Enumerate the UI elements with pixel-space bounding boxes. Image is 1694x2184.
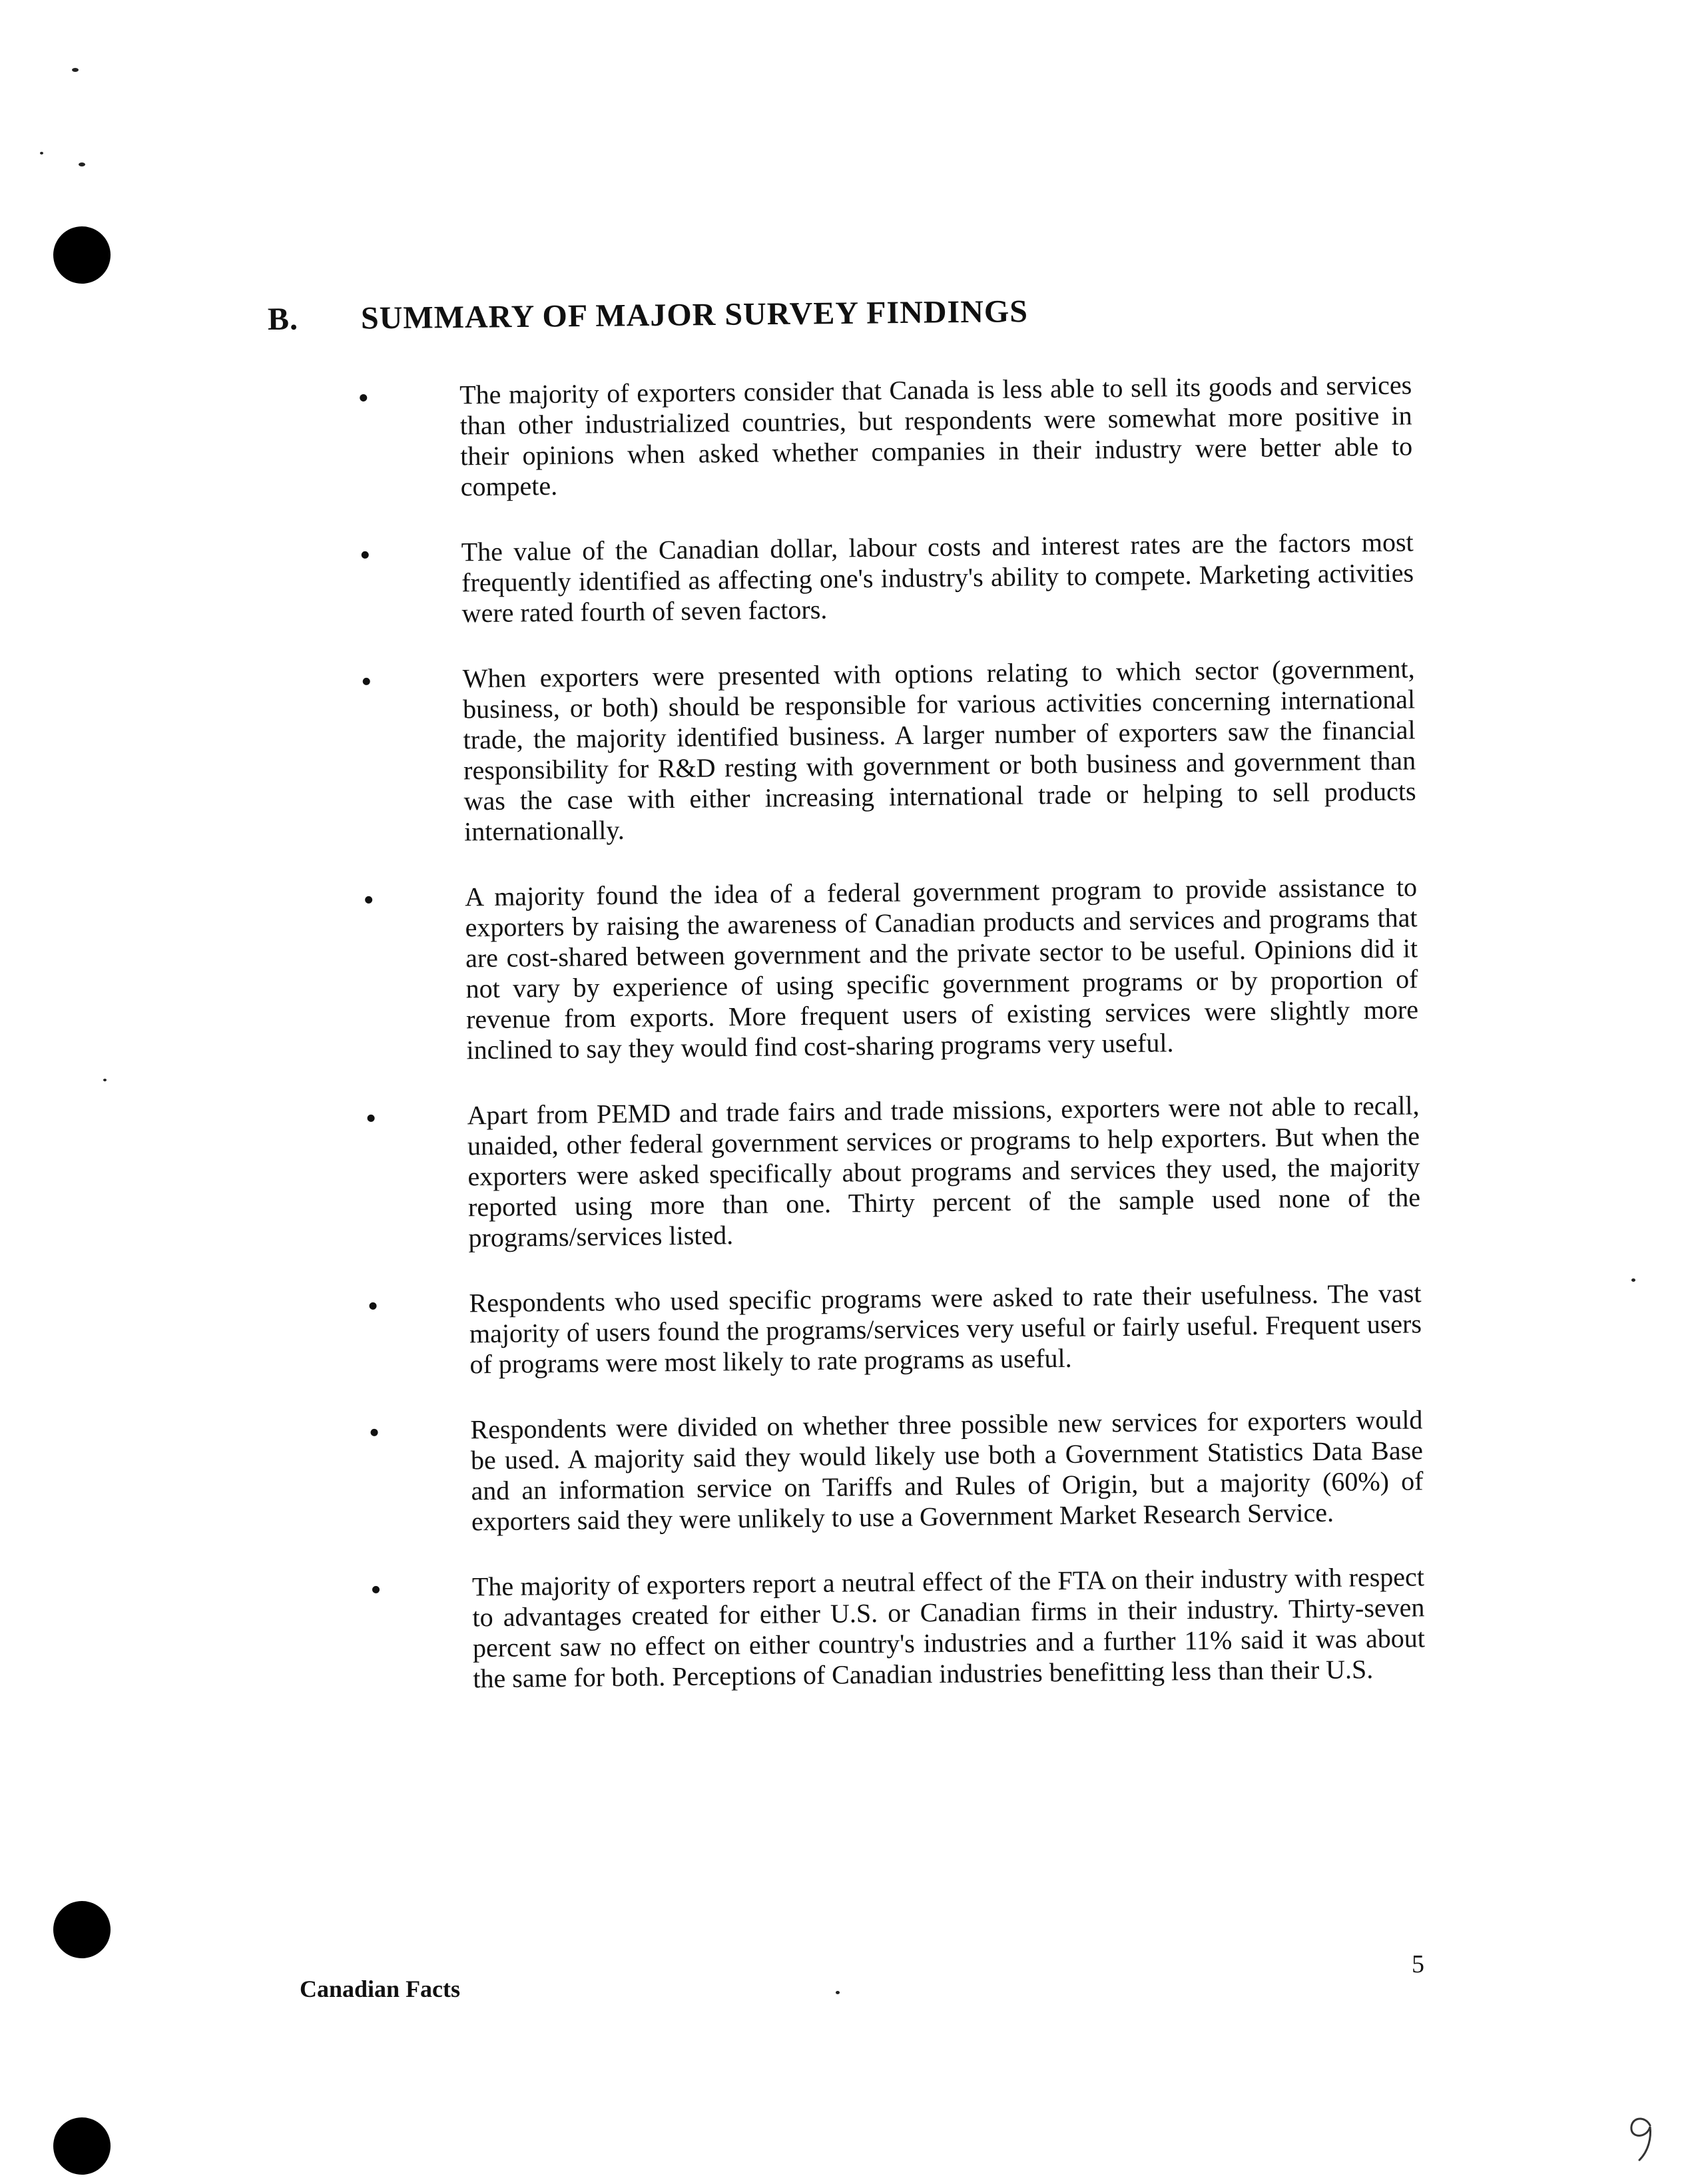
scan-speck [79, 162, 85, 166]
section-heading [268, 293, 1028, 338]
binder-hole-top [53, 226, 111, 284]
bullet-icon [372, 1586, 380, 1593]
bullet-icon [365, 896, 372, 904]
footer-label: Canadian Facts [300, 1976, 461, 2002]
scan-speck [40, 152, 43, 154]
finding-text: Respondents were divided on whether three possible new services for exporters would be used. A majority said they would likely use both a Government Statistics Data Base and an information service on Tariffs and Rules of Origin, but a majority (60%) of exporters said they were unlikely to use a Government Market Research Service. [470, 1404, 1424, 1537]
bullet-icon [370, 1429, 378, 1436]
list-item [362, 653, 1416, 848]
finding-text: Respondents who used specific programs were asked to rate their usefulness. The vast majority of users found the programs/services very useful or fairly useful. Frequent users of programs were most likely to rate programs as useful. [469, 1278, 1422, 1380]
finding-text: Apart from PEMD and trade fairs and trade missions, exporters were not able to recall, unaided, other federal government services or programs to help exporters. But when the exporters were asked specifically about programs and services they used, the majority reported using more than one. Thirty percent of the sample used none of the programs/services listed. [467, 1090, 1421, 1253]
page-number: 5 [1412, 1950, 1424, 1978]
scan-speck [1631, 1278, 1635, 1282]
bullet-icon [360, 394, 367, 402]
finding-text: When exporters were presented with options relating to which sector (government, business, or both) should be responsible for various activities concerning international trade, the majority identified business. A larger number of exporters saw the financial responsibility for R&D resting with government or both business and government than was the case with either increasing international trade or helping to sell products internationally. [462, 653, 1416, 847]
finding-text: A majority found the idea of a federal government program to provide assistance to exporters by raising the awareness of Canadian products and services and programs that are cost-shared between government and the private sector to be useful. Opinions did it not vary by experience of using specific government programs or by proportion of revenue from exports. More frequent users of existing services were slightly more inclined to say they would find cost-sharing programs very useful. [464, 872, 1419, 1065]
list-item [365, 872, 1419, 1067]
finding-text: The value of the Canadian dollar, labour costs and interest rates are the factors most frequently identified as affecting one's industry's ability to compete. Marketing activities were rated fourth of seven factors. [461, 527, 1414, 629]
list-item [360, 370, 1413, 503]
list-item [361, 527, 1414, 630]
list-item [370, 1404, 1424, 1538]
findings-list [360, 370, 1426, 1729]
binder-hole-middle [53, 1901, 111, 1958]
bullet-icon [369, 1302, 376, 1310]
bullet-icon [363, 678, 370, 685]
finding-text: The majority of exporters consider that Canada is less able to sell its goods and services than other industrialized countries, but respondents were somewhat more positive in their opinions when asked whether companies in their industry were better able to compete. [459, 370, 1413, 502]
bullet-icon [368, 1115, 375, 1122]
handwritten-page-mark [1625, 2111, 1658, 2164]
list-item [369, 1278, 1422, 1381]
binder-hole-bottom [53, 2117, 111, 2175]
section-letter: B. [267, 301, 299, 337]
bullet-icon [362, 551, 369, 559]
scan-speck [72, 68, 79, 72]
scan-speck [103, 1079, 107, 1081]
scan-speck [836, 1991, 840, 1994]
list-item [367, 1090, 1420, 1254]
finding-text: The majority of exporters report a neutral effect of the FTA on their industry with respect to advantages created for either U.S. or Canadian firms in their industry. Thirty-seven percent saw no effect on either country's industries and a further 11% said it was about the same for both. Perceptions of Canadian industries benefitting less than their U.S. [471, 1561, 1426, 1694]
section-title: SUMMARY OF MAJOR SURVEY FINDINGS [360, 294, 1029, 336]
list-item [372, 1561, 1426, 1695]
